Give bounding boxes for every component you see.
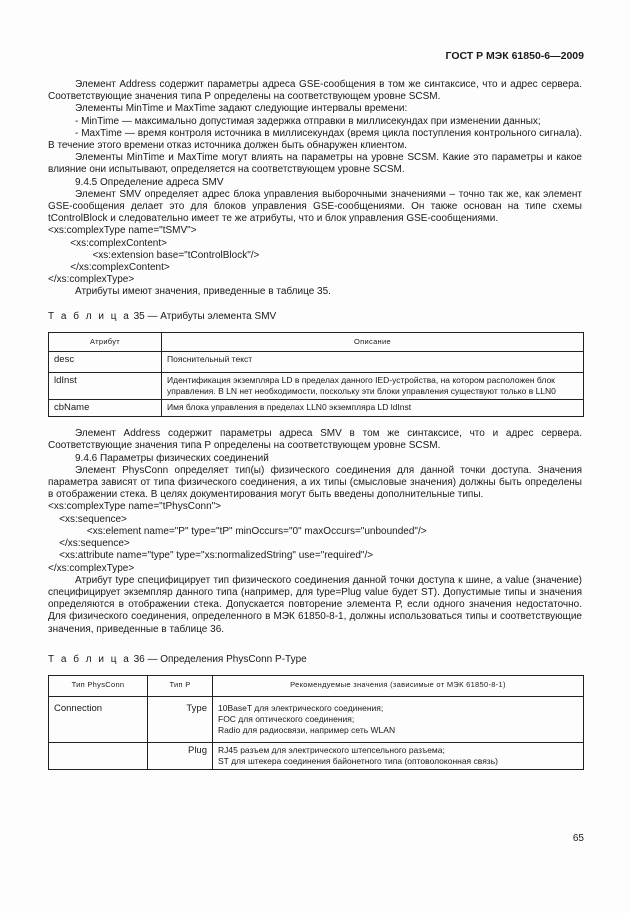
page-content: [48, 79, 582, 770]
table-row: [49, 400, 584, 417]
table-cell: Идентификация экземпляра LD в пределах данного IED-устройства, на котором расположен блок управления. В LN нет необходимости, поскольку эти блоки управления существуют только в LLN0: [162, 373, 584, 400]
code-line: <xs:attribute name="type" type="xs:normalizedString" use="required"/>: [48, 550, 374, 562]
code-block: [48, 225, 582, 286]
table-caption: [48, 654, 582, 666]
paragraph: Элемент SMV определяет адрес блока управления выборочными значениями – точно так же, как элемент GSE-сообщения делает это для блоков управления GSE-сообщениями. Он также основан на типе схемы tControlBlock и следовательно имеет те же атрибуты, что и блок управления GSE-сообщениями.: [48, 188, 582, 225]
table-cell: [213, 696, 584, 742]
table-cell: cbName: [49, 400, 162, 417]
table-cell: ldInst: [49, 373, 162, 400]
table-row: [49, 742, 584, 769]
code-line: </xs:complexType>: [48, 562, 135, 574]
attributes-table: [48, 332, 584, 417]
table-cell: desc: [49, 352, 162, 373]
code-line: <xs:extension base="tControlBlock"/>: [48, 249, 260, 261]
physconn-table: [48, 675, 584, 770]
code-line: </xs:complexContent>: [48, 262, 170, 274]
section-heading: 9.4.5 Определение адреса SMV: [75, 176, 224, 188]
column-header: Тип PhysConn: [49, 675, 148, 696]
table-caption-text: 35 — Атрибуты элемента SMV: [133, 310, 277, 322]
code-block: [48, 501, 582, 574]
paragraph: Элемент Address содержит параметры адреса GSE-сообщения в том же синтаксисе, что и адрес сервера. Соответствующие значения типа Р определены на соответствующем уровне SCSM.: [48, 79, 582, 103]
table-cell: Type: [148, 696, 213, 742]
table-cell: [213, 742, 584, 769]
table-caption-prefix: Т а б л и ц а: [48, 653, 131, 665]
column-header: Тип Р: [148, 675, 213, 696]
table-row: [49, 373, 584, 400]
value-line: RJ45 разъем для электрического штепсельного разъема;: [218, 744, 445, 755]
paragraph: Элементы MinTime и MaxTime могут влиять на параметры на уровне SCSM. Какие это параметры и какое влияние они испытывают, определяется на соответствующем уровне SCSM.: [48, 152, 582, 176]
table-row: [49, 352, 584, 373]
table-header-row: [49, 332, 584, 351]
table-caption-prefix: Т а б л и ц а: [48, 310, 131, 322]
code-line: <xs:complexType name="tPhysConn">: [48, 501, 222, 513]
paragraph: Элементы MinTime и MaxTime задают следующие интервалы времени:: [75, 103, 408, 115]
table-header-row: [49, 675, 584, 696]
table-caption-text: 36 — Определения PhysConn P-Type: [133, 653, 307, 665]
value-line: 10BaseT для электрического соединения;: [218, 702, 384, 713]
code-line: <xs:complexContent>: [48, 237, 167, 249]
table-cell: Connection: [49, 696, 148, 742]
list-item: - MaxTime — время контроля источника в миллисекундах (время цикла поступления контрольного сигнала). В течение этого времени отказ источника должен быть обнаружен клиентом.: [48, 127, 582, 152]
code-line: <xs:complexType name="tSMV">: [48, 225, 197, 237]
code-line: </xs:complexType>: [48, 274, 135, 286]
table-caption: [48, 311, 582, 323]
column-header: Описание: [162, 332, 584, 351]
code-line: <xs:element name="P" type="tP" minOccurs="0" maxOccurs="unbounded"/>: [48, 525, 427, 537]
value-line: Radio для радиосвязи, например сеть WLAN: [218, 724, 396, 735]
list-item: - MinTime — максимально допустимая задержка отправки в миллисекундах при изменении данных;: [75, 115, 541, 127]
table-row: [49, 696, 584, 742]
section-heading: 9.4.6 Параметры физических соединений: [75, 452, 269, 464]
paragraph: Атрибут type специфицирует тип физического соединения данной точки доступа к шине, a value (значение) специфицирует экземпляр данного типа (например, для type=Plug value будет ST). Допустимые типы и значения определяются в отображении стека. Допускается повторение элемента Р, если одного значения недостаточно. Для физического соединения, определенного в МЭК 61850-8-1, должны использоваться типы и соответствующие значения, приведенные в таблице 36.: [48, 574, 582, 635]
table-cell: Plug: [148, 742, 213, 769]
value-line: FOC для оптического соединения;: [218, 713, 355, 724]
table-cell: [49, 742, 148, 769]
paragraph: Элемент PhysConn определяет тип(ы) физического соединения для данной точки доступа. Значения параметра зависят от типа физического соединения, а их типы (смысловые значения) должны быть определены в отображении стека. В целях документирования могут быть введены дополнительные типы.: [48, 464, 582, 501]
value-line: ST для штекера соединения байонетного типа (оптоволоконная связь): [218, 755, 498, 766]
code-line: </xs:sequence>: [48, 538, 130, 550]
paragraph: Элемент Address содержит параметры адреса SMV в том же синтаксисе, что и адрес сервера. Соответствующие значения типа Р определены на соответствующем уровне SCSM.: [48, 428, 582, 452]
column-header: Атрибут: [49, 332, 162, 351]
code-line: <xs:sequence>: [48, 513, 127, 525]
page-number: 65: [572, 833, 584, 844]
table-cell: Имя блока управления в пределах LLN0 экземпляра LD ldInst: [162, 400, 584, 417]
document-header: ГОСТ Р МЭК 61850-6—2009: [445, 50, 584, 62]
table-cell: Пояснительный текст: [162, 352, 584, 373]
column-header: Рекомендуемые значения (зависимые от МЭК 61850-8-1): [213, 675, 584, 696]
paragraph: Атрибуты имеют значения, приведенные в таблице 35.: [75, 286, 331, 298]
